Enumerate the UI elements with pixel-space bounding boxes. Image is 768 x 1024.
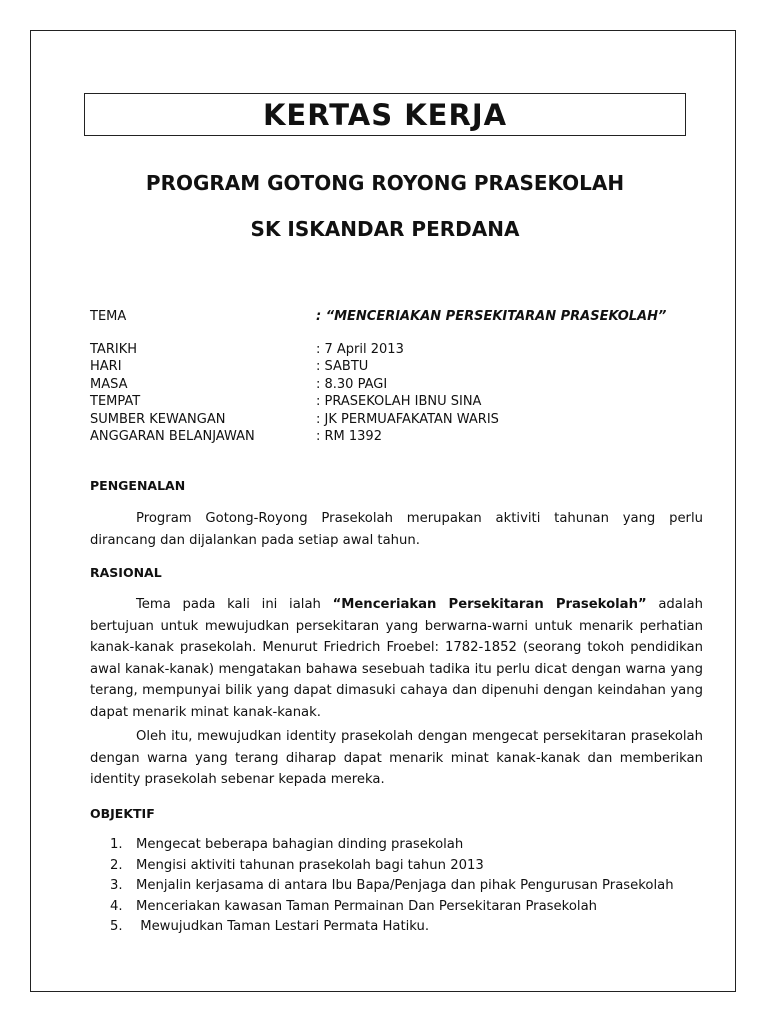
- detail-value: : SABTU: [316, 359, 369, 374]
- detail-row-hari: [90, 358, 690, 376]
- program-title: PROGRAM GOTONG ROYONG PRASEKOLAH: [145, 171, 625, 195]
- list-number: 2.: [110, 857, 123, 873]
- list-number: 3.: [110, 878, 123, 893]
- detail-label: ANGGARAN BELANJAWAN: [90, 429, 255, 444]
- list-item: [110, 856, 710, 877]
- list-text: Mewujudkan Taman Lestari Permata Hatiku.: [136, 919, 430, 934]
- school-name: SK ISKANDAR PERDANA: [250, 217, 520, 241]
- objectives-list: [110, 835, 710, 938]
- detail-label: TEMPAT: [90, 394, 141, 409]
- detail-row-masa: [90, 376, 690, 394]
- list-item: [110, 897, 710, 918]
- detail-row-anggaran-belanjawan: [90, 428, 690, 446]
- rasional-paragraph-1: [90, 594, 703, 723]
- detail-value: : RM 1392: [316, 429, 382, 444]
- detail-value: : JK PERMUAFAKATAN WARIS: [316, 411, 499, 427]
- list-text: Menjalin kerjasama di antara Ibu Bapa/Penjaga dan pihak Pengurusan Prasekolah: [136, 878, 674, 893]
- detail-value: : PRASEKOLAH IBNU SINA: [316, 394, 482, 409]
- rasional-paragraph-2: Oleh itu, mewujudkan identity prasekolah dengan mengecat persekitaran prasekolah dengan warna yang terang diharap dapat menarik minat kanak-kanak dan memberikan identity prasekolah sebenar kepada mereka.: [90, 729, 703, 787]
- section-heading-pengenalan: PENGENALAN: [90, 478, 186, 493]
- list-number: 1.: [110, 837, 123, 852]
- detail-value: : 8.30 PAGI: [316, 376, 388, 392]
- detail-label: SUMBER KEWANGAN: [90, 411, 226, 427]
- detail-value: : “MENCERIAKAN PERSEKITARAN PRASEKOLAH”: [316, 309, 667, 324]
- rasional-text: Tema pada kali ini ialah: [136, 597, 333, 612]
- detail-label: TARIKH: [90, 341, 137, 357]
- list-text: Mengisi aktiviti tahunan prasekolah bagi tahun 2013: [136, 857, 484, 873]
- section-heading-rasional: RASIONAL: [90, 565, 162, 580]
- document-title: KERTAS KERJA: [84, 93, 686, 136]
- section-heading-objektif: OBJEKTIF: [90, 806, 155, 821]
- list-number: 5.: [110, 919, 123, 934]
- list-item: [110, 917, 710, 938]
- list-number: 4.: [110, 898, 123, 914]
- detail-value: : 7 April 2013: [316, 341, 404, 357]
- detail-label: TEMA: [90, 309, 127, 324]
- list-text: Menceriakan kawasan Taman Permainan Dan Persekitaran Prasekolah: [136, 898, 598, 914]
- detail-row-tempat: [90, 393, 690, 411]
- detail-row-sumber-kewangan: [90, 411, 690, 429]
- list-item: [110, 876, 710, 897]
- detail-row-tema: [90, 308, 690, 326]
- details-table: [90, 308, 690, 446]
- detail-label: HARI: [90, 359, 122, 374]
- rasional-text: adalah bertujuan untuk mewujudkan persekitaran yang berwarna-warni untuk menarik perhatian kanak-kanak prasekolah. Menurut Friedrich Froebel: 1782-1852 (seorang tokoh pendidikan awal kanak-kanak) mengatakan bahawa sesebuah tadika itu perlu dicat dengan warna yang terang, mempunyai bilik yang dapat dimasuki cahaya dan dipenuhi dengan keindahan yang dapat menarik minat kanak-kanak.: [90, 597, 703, 720]
- list-text: Mengecat beberapa bahagian dinding prasekolah: [136, 837, 464, 852]
- detail-label: MASA: [90, 376, 128, 392]
- rasional-theme-quote: “Menceriakan Persekitaran Prasekolah”: [332, 597, 647, 612]
- pengenalan-paragraph: Program Gotong-Royong Prasekolah merupakan aktiviti tahunan yang perlu dirancang dan dijalankan pada setiap awal tahun.: [90, 511, 703, 548]
- list-item: [110, 835, 710, 856]
- detail-row-tarikh: [90, 341, 690, 359]
